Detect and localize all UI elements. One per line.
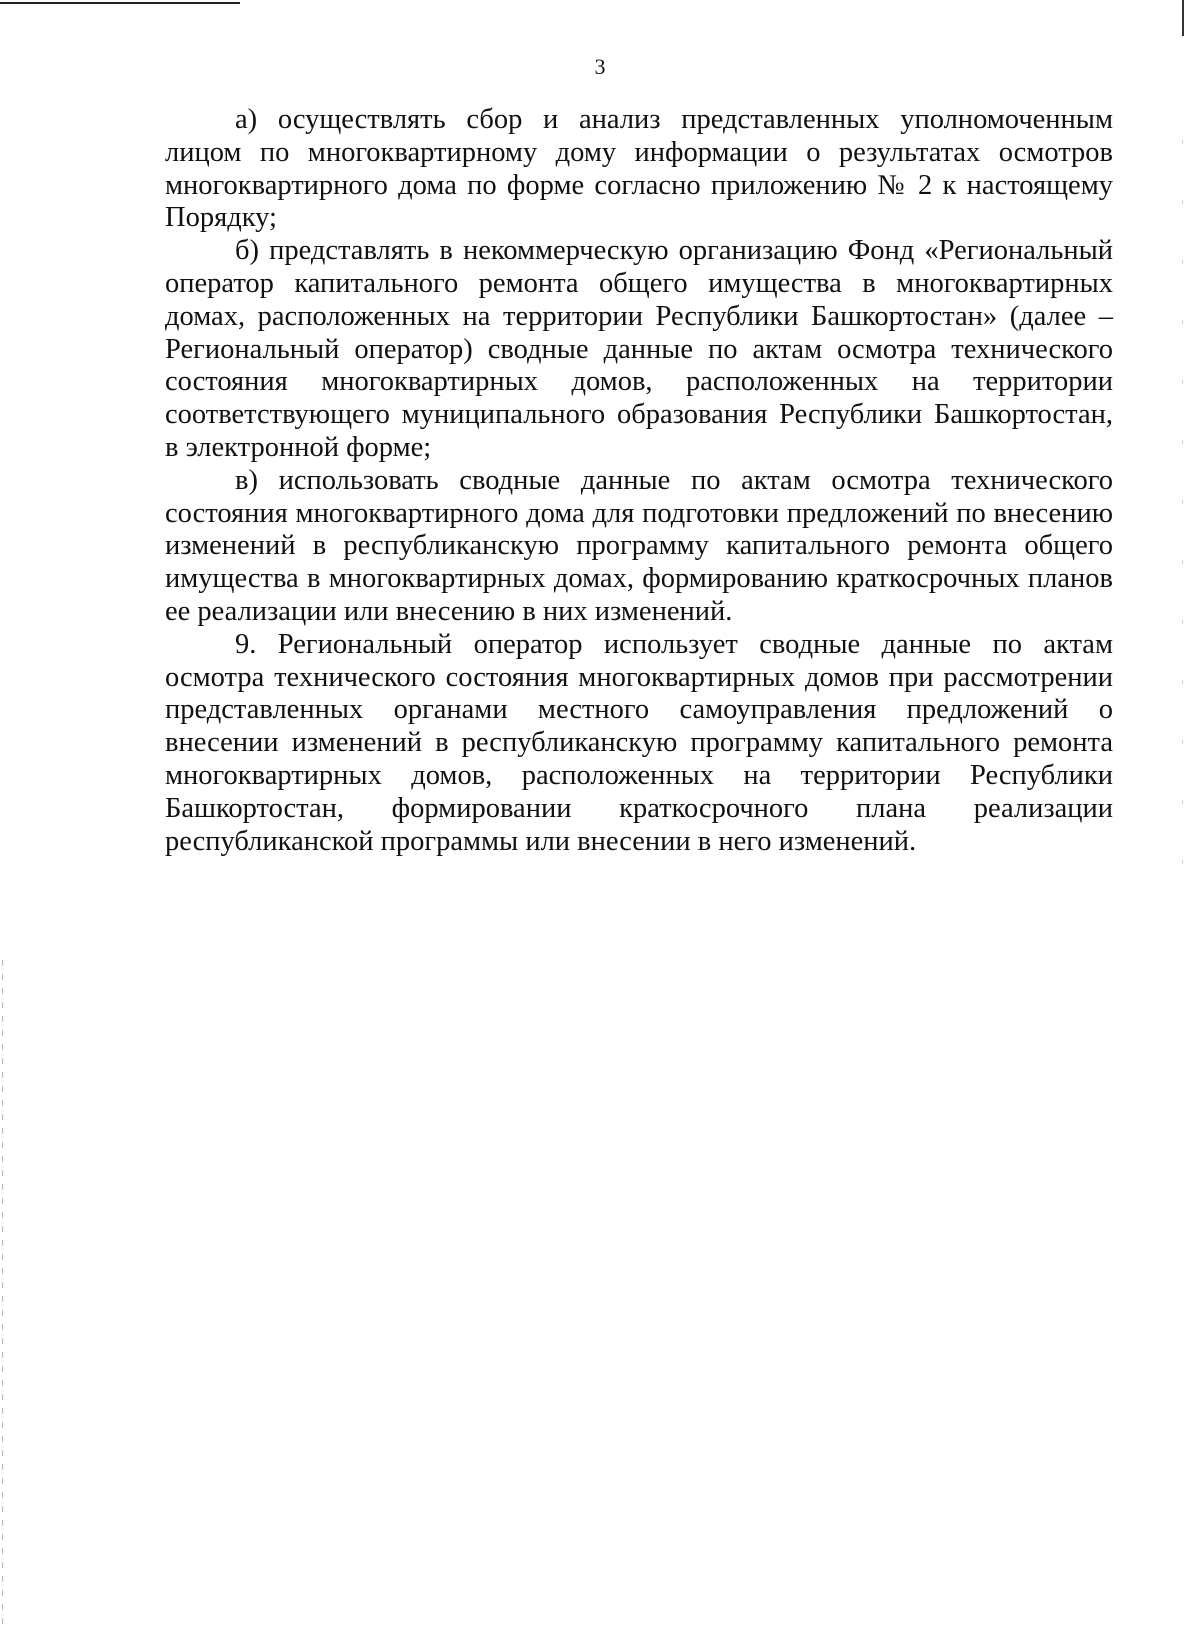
scan-artifact-mark (1182, 0, 1184, 36)
paragraph-item-v: в) использовать сводные данные по актам осмотра технического состояния многоквартирного дома для подготовки предложений по внесению изменений в республиканскую программу капитального ремонта общего имущества в многоквартирных домах, формированию краткосрочных планов ее реализации или внесению в них изменений. (165, 464, 1113, 627)
scan-artifact-left-edge (2, 960, 3, 1631)
page-number: 3 (594, 54, 606, 79)
paragraph-item-b: б) представлять в некоммерческую организацию Фонд «Региональный оператор капитального ремонта общего имущества в многоквартирных домах, расположенных на территории Республики Башкортостан» (далее – Региональный оператор) сводные данные по актам осмотра технического состояния многоквартирных домов, расположенных на территории соответствующего муниципального образования Республики Башкортостан, в электронной форме; (165, 235, 1113, 463)
document-body (165, 104, 1113, 858)
paragraph-clause-9: 9. Региональный оператор использует сводные данные по актам осмотра технического состояния многоквартирных домов при рассмотрении представленных органами местного самоуправления предложений о внесении изменений в республиканскую программу капитального ремонта многоквартирных домов, расположенных на территории Республики Башкортостан, формировании краткосрочного плана реализации республиканской программы или внесении в него изменений. (165, 628, 1113, 857)
scan-artifact-right-edge (1182, 140, 1183, 900)
scan-artifact-line (0, 2, 240, 4)
paragraph-item-a: а) осуществлять сбор и анализ представленных уполномоченным лицом по многоквартирному дому информации о результатах осмотров многоквартирного дома по форме согласно приложению № 2 к настоящему Порядку; (165, 104, 1113, 234)
